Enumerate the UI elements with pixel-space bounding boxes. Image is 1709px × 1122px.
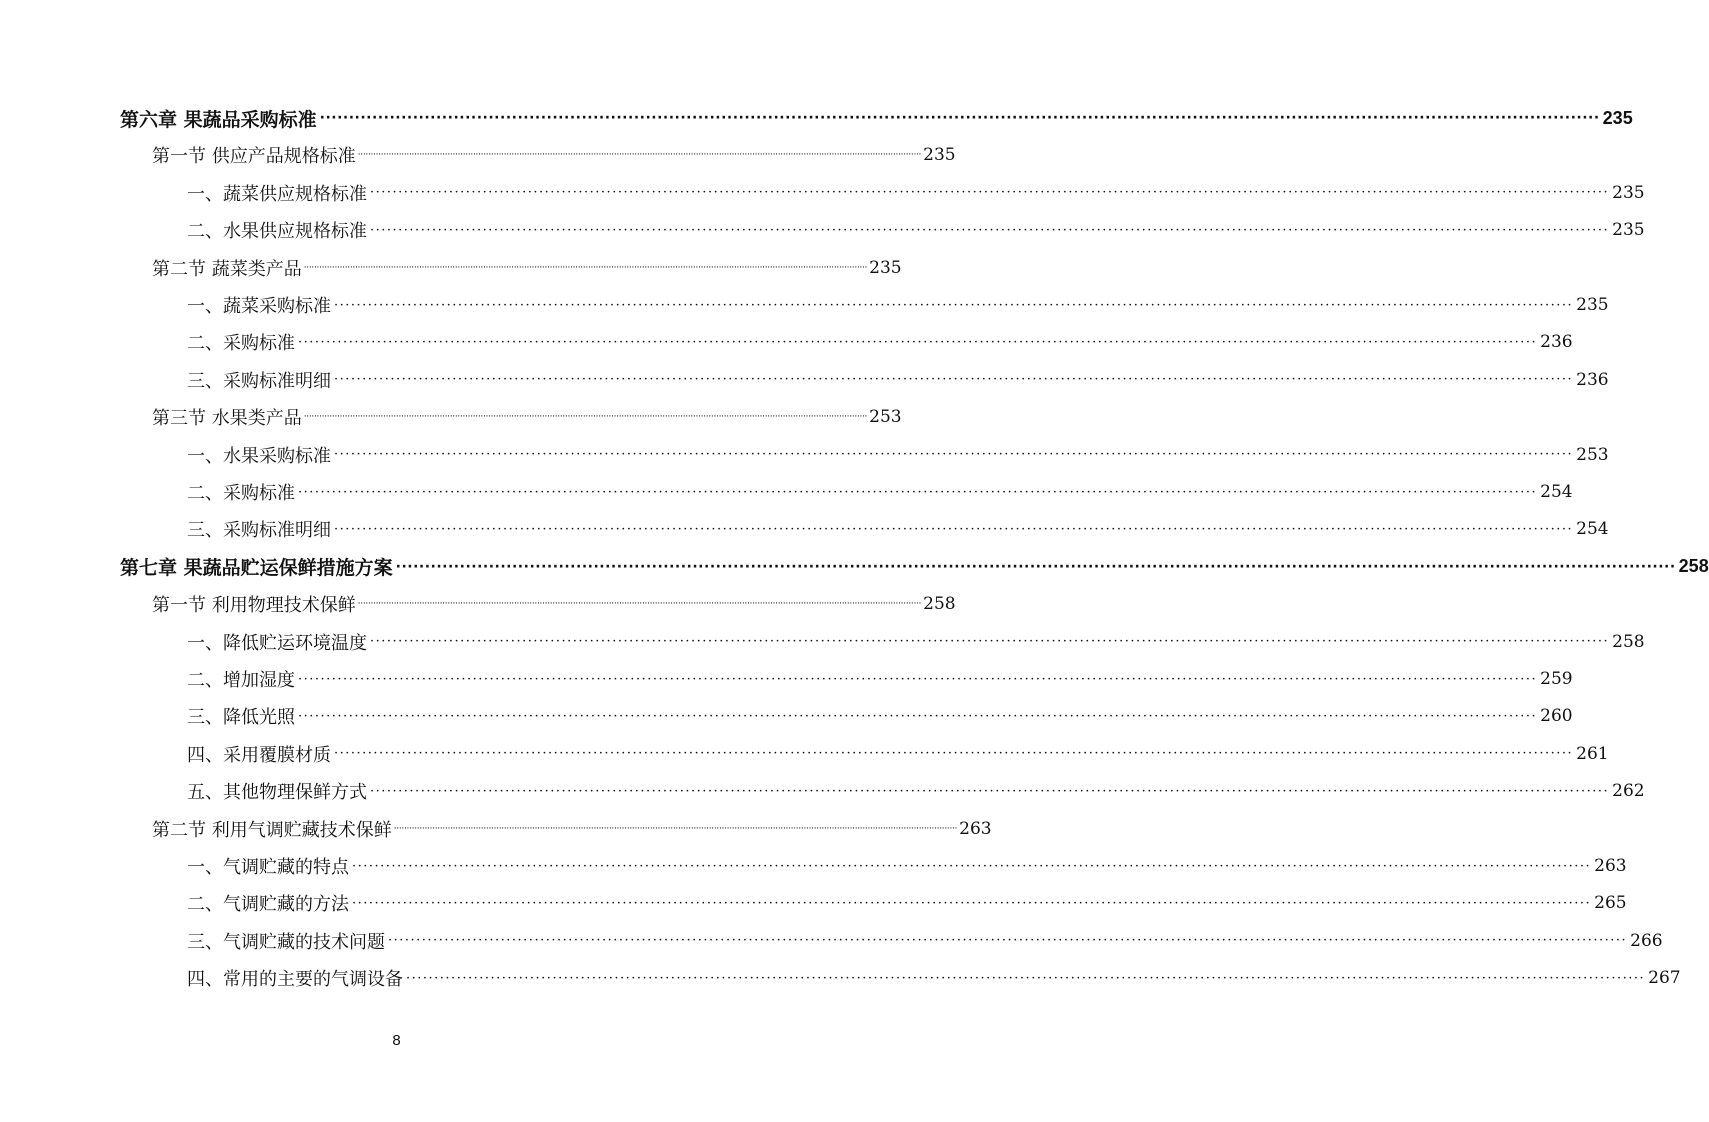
toc-entry-section[interactable] (0, 137, 956, 173)
toc-entry-title: 一、降低贮运环境温度 (187, 632, 367, 654)
toc-entry-section[interactable] (0, 586, 956, 622)
toc-entry-page: 236 (1540, 332, 1573, 353)
toc-entry-chapter[interactable] (0, 549, 1709, 585)
dot-leader: ···························································································································································································································· (388, 933, 1628, 949)
dot-leader: ···························································································································································································································· (334, 746, 1574, 762)
toc-entry-page: 235 (869, 257, 902, 278)
dot-leader: ···························································································································································································································· (319, 110, 1600, 126)
toc-entry-page: 235 (923, 145, 956, 166)
toc-entry-item[interactable] (0, 212, 1645, 248)
toc-entry-title: 一、蔬菜供应规格标准 (187, 183, 367, 205)
toc-entry-item[interactable] (0, 362, 1609, 398)
toc-entry-title: 四、常用的主要的气调设备 (187, 969, 403, 991)
dot-leader: ···························································································································································································································· (406, 970, 1646, 986)
toc-entry-section[interactable] (0, 399, 902, 435)
toc-entry-title: 三、降低光照 (187, 707, 295, 729)
toc-entry-title: 三、气调贮藏的技术问题 (187, 931, 385, 953)
dot-leader: ···························································································································································································································· (352, 895, 1592, 911)
toc-entry-title: 二、采购标准 (187, 483, 295, 504)
toc-entry-item[interactable] (0, 885, 1627, 921)
toc-entry-section[interactable] (0, 811, 992, 847)
toc-entry-item[interactable] (0, 698, 1573, 734)
dot-leader: ···························································································································································································································· (357, 599, 922, 610)
dot-leader: ···························································································································································································································· (334, 297, 1574, 313)
dot-leader: ···························································································································································································································· (357, 150, 922, 161)
toc-entry-page: 254 (1576, 519, 1609, 540)
toc-entry-page: 235 (1602, 107, 1633, 128)
toc-entry-item[interactable] (0, 474, 1573, 510)
toc-entry-page: 253 (1576, 444, 1609, 465)
toc-entry-item[interactable] (0, 923, 1663, 959)
toc-entry-item[interactable] (0, 773, 1645, 809)
toc-entry-title: 三、采购标准明细 (187, 370, 331, 392)
toc-entry-title: 第三节 水果类产品 (152, 408, 302, 430)
toc-entry-item[interactable] (0, 287, 1609, 323)
toc-entry-title: 第二节 利用气调贮藏技术保鲜 (152, 819, 392, 841)
toc-entry-page: 261 (1576, 743, 1609, 764)
toc-entry-title: 第一节 利用物理技术保鲜 (152, 595, 356, 617)
toc-entry-item[interactable] (0, 437, 1609, 473)
toc-entry-page: 260 (1540, 706, 1573, 727)
toc-entry-title: 五、其他物理保鲜方式 (187, 782, 367, 804)
toc-entry-title: 四、采用覆膜材质 (187, 744, 331, 766)
toc-entry-item[interactable] (0, 175, 1645, 211)
toc-entry-title: 第二节 蔬菜类产品 (152, 258, 302, 280)
toc-entry-section[interactable] (0, 250, 902, 286)
toc-entry-page: 262 (1612, 781, 1645, 802)
toc-entry-page: 258 (923, 594, 956, 615)
toc-entry-page: 236 (1576, 369, 1609, 390)
dot-leader: ···························································································································································································································· (370, 185, 1610, 201)
toc-entry-item[interactable] (0, 960, 1681, 996)
toc-entry-item[interactable] (0, 736, 1609, 772)
dot-leader: ···························································································································································································································· (395, 558, 1676, 575)
dot-leader: ···························································································································································································································· (370, 634, 1610, 650)
dot-leader: ···························································································································································································································· (370, 783, 1610, 799)
toc-entry-page: 258 (1678, 556, 1709, 577)
toc-entry-title: 一、蔬菜采购标准 (187, 296, 331, 317)
page-number: 8 (392, 1032, 401, 1049)
dot-leader: ···························································································································································································································· (334, 447, 1574, 463)
dot-leader: ···························································································································································································································· (298, 708, 1538, 724)
toc-entry-page: 259 (1540, 669, 1573, 689)
dot-leader: ···························································································································································································································· (334, 521, 1574, 537)
toc-entry-title: 二、增加湿度 (187, 670, 295, 691)
toc-entry-item[interactable] (0, 324, 1573, 360)
dot-leader: ···························································································································································································································· (393, 823, 958, 834)
toc-entry-page: 266 (1630, 930, 1663, 951)
dot-leader: ···························································································································································································································· (303, 412, 868, 423)
dot-leader: ···························································································································································································································· (303, 262, 868, 273)
dot-leader: ···························································································································································································································· (370, 222, 1610, 238)
toc-entry-item[interactable] (0, 624, 1645, 660)
toc-entry-item[interactable] (0, 848, 1627, 884)
dot-leader: ···························································································································································································································· (298, 334, 1538, 350)
toc-entry-page: 267 (1648, 968, 1681, 989)
toc-entry-item[interactable] (0, 511, 1609, 547)
toc-entry-title: 三、采购标准明细 (187, 520, 331, 542)
toc-entry-page: 253 (869, 407, 902, 428)
toc-entry-item[interactable] (0, 661, 1573, 697)
toc-entry-title: 二、采购标准 (187, 333, 295, 355)
toc-entry-page: 235 (1612, 220, 1645, 241)
toc-entry-title: 二、水果供应规格标准 (187, 221, 367, 243)
dot-leader: ···························································································································································································································· (298, 484, 1538, 500)
toc-entry-title: 一、气调贮藏的特点 (187, 857, 349, 878)
toc-entry-title: 一、水果采购标准 (187, 445, 331, 467)
toc-entry-page: 263 (1594, 856, 1627, 876)
dot-leader: ···························································································································································································································· (352, 858, 1592, 874)
dot-leader: ···························································································································································································································· (298, 671, 1538, 687)
toc-entry-page: 254 (1540, 482, 1573, 502)
toc-entry-page: 235 (1612, 182, 1645, 203)
toc-entry-title: 第一节 供应产品规格标准 (152, 146, 356, 168)
toc-entry-title: 第六章 果蔬品采购标准 (120, 108, 317, 131)
toc-entry-page: 265 (1594, 893, 1627, 914)
dot-leader: ···························································································································································································································· (334, 372, 1574, 388)
toc-entry-page: 263 (959, 818, 992, 839)
toc-entry-title: 第七章 果蔬品贮运保鲜措施方案 (120, 557, 393, 580)
toc-entry-title: 二、气调贮藏的方法 (187, 894, 349, 916)
toc-entry-page: 235 (1576, 295, 1609, 315)
toc-entry-chapter[interactable] (0, 100, 1633, 136)
toc-entry-page: 258 (1612, 631, 1645, 652)
